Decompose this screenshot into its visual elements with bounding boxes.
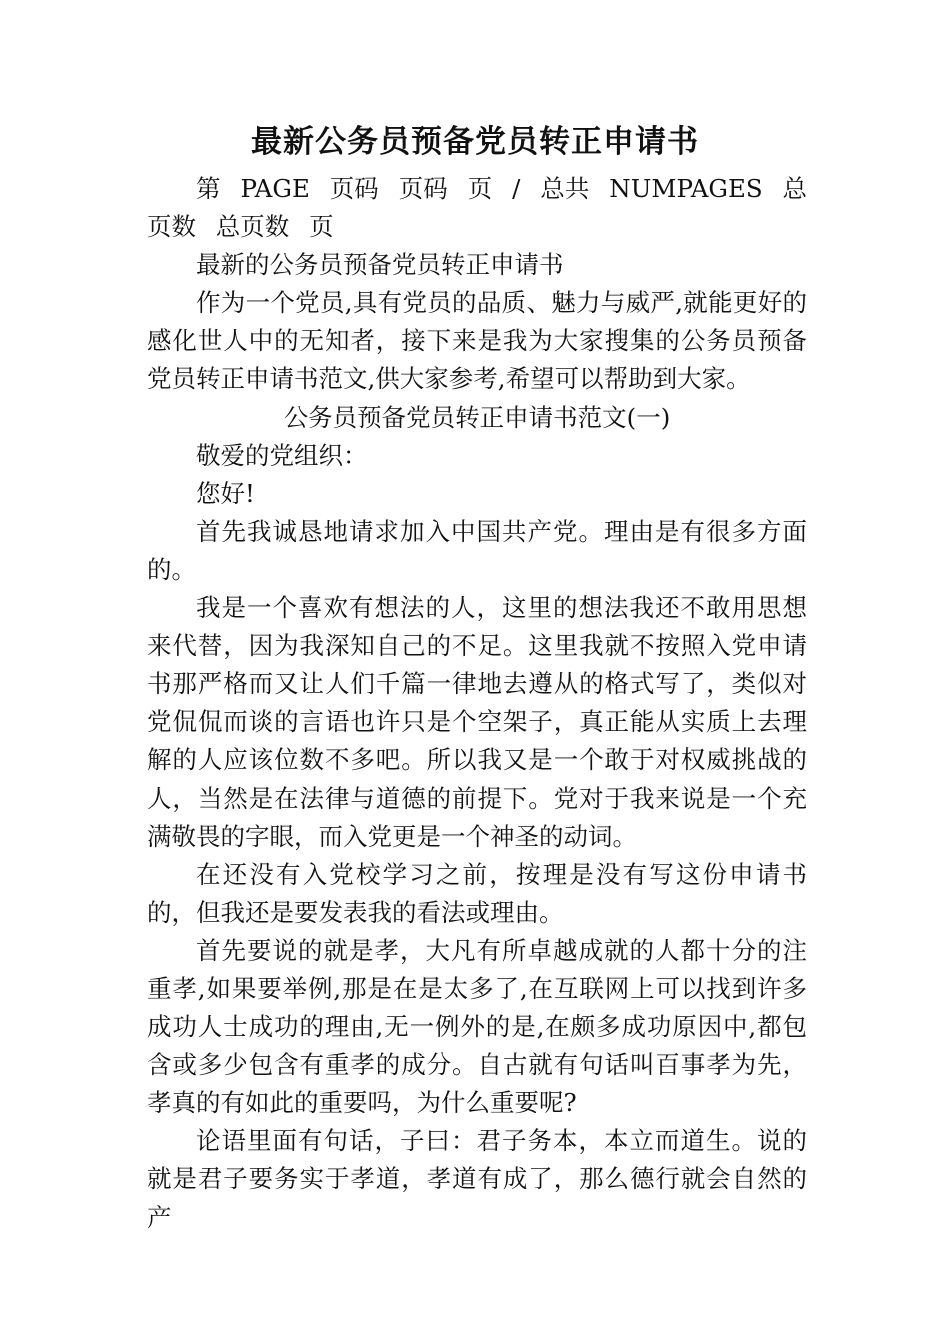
document-body [147,170,807,1237]
body-paragraph: 在还没有入党校学习之前，按理是没有写这份申请书的，但我还是要发表我的看法或理由。 [147,859,807,927]
intro-paragraph: 作为一个党员,具有党员的品质、魅力与威严,就能更好的感化世人中的无知者，接下来是我为大家搜集的公务员预备党员转正申请书范文,供大家参考,希望可以帮助到大家。 [147,288,807,394]
body-paragraph: 首先我诚恳地请求加入中国共产党。理由是有很多方面的。 [147,516,807,584]
document-title: 最新公务员预备党员转正申请书 [251,124,699,160]
page-field-line: 第 PAGE 页码 页码 页 / 总共 NUMPAGES 总页数 总页数 页 [147,174,807,242]
body-paragraph: 我是一个喜欢有想法的人，这里的想法我还不敢用思想来代替，因为我深知自己的不足。这里我就不按照入党申请书那严格而又让人们千篇一律地去遵从的格式写了，类似对党侃侃而谈的言语也许只是个空架子，真正能从实质上去理解的人应该位数不多吧。所以我又是一个敢于对权威挑战的人，当然是在法律与道德的前提下。党对于我来说是一个充满敬畏的字眼，而入党更是一个神圣的动词。 [147,593,807,851]
greeting: 您好! [196,478,255,508]
body-paragraph: 首先要说的就是孝，大凡有所卓越成就的人都十分的注重孝,如果要举例,那是在是太多了,在互联网上可以找到许多成功人士成功的理由,无一例外的是,在颇多成功原因中,都包含或多少包含有重孝的成分。自古就有句话叫百事孝为先，孝真的有如此的重要吗，为什么重要呢? [147,935,807,1118]
section-heading: 公务员预备党员转正申请书范文(一) [283,402,671,432]
salutation: 敬爱的党组织： [196,440,368,470]
body-paragraph: 论语里面有句话，子曰：君子务本，本立而道生。说的就是君子要务实于孝道，孝道有成了，那么德行就会自然的产 [147,1126,807,1232]
document-subtitle: 最新的公务员预备党员转正申请书 [196,250,564,280]
